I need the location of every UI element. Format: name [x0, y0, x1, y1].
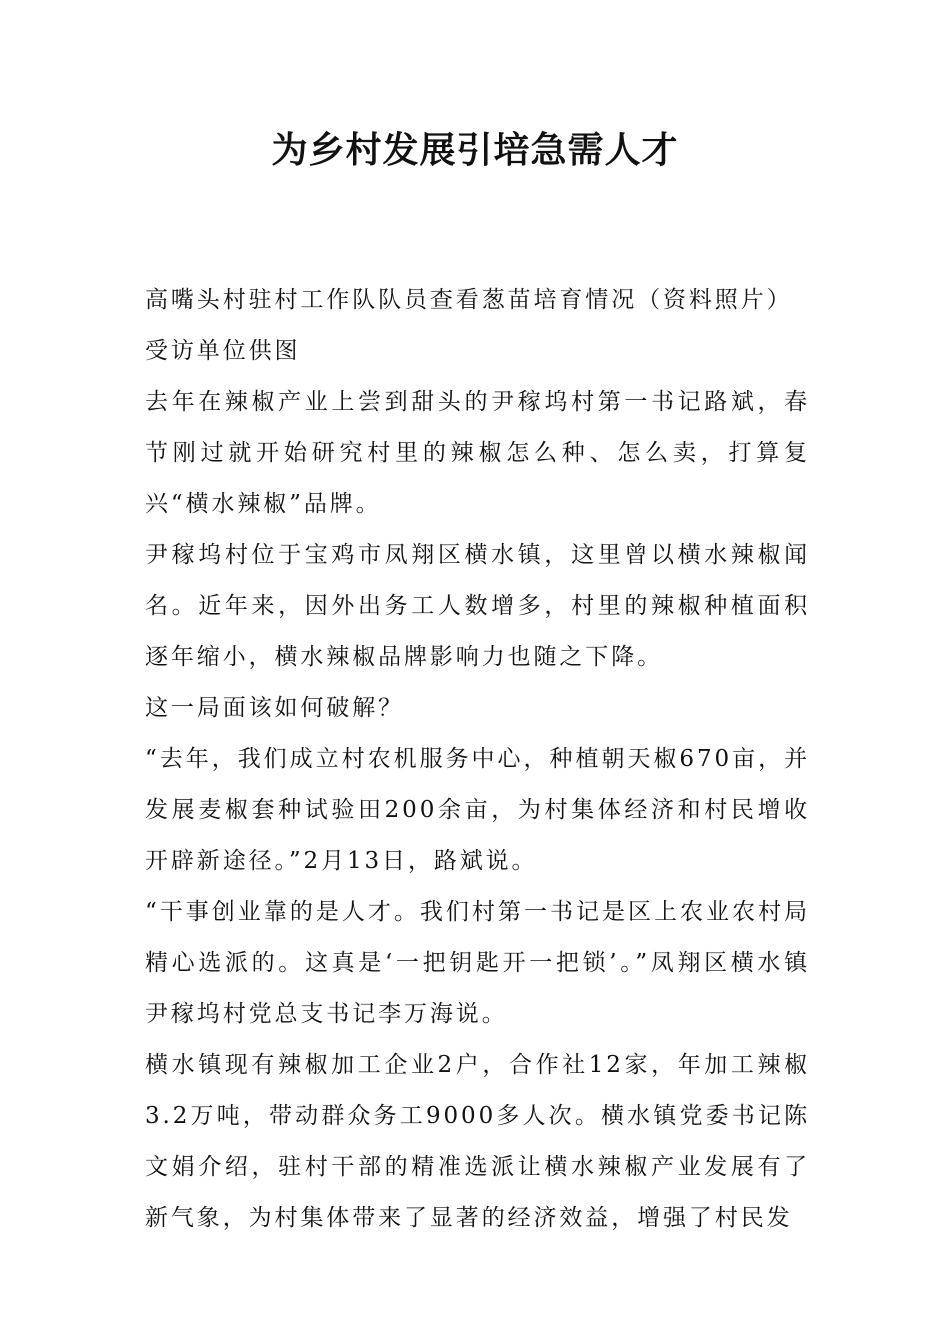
- paragraph-quote-lubin: “去年，我们成立村农机服务中心，种植朝天椒670亩，并发展麦椒套种试验田200余亩，为村集体经济和村民增收开辟新途径。”2月13日，路斌说。: [145, 746, 810, 874]
- photo-credit: 受访单位供图: [145, 338, 301, 364]
- article-title: 为乡村发展引培急需人才: [271, 129, 679, 171]
- paragraph-intro: 去年在辣椒产业上尝到甜头的尹稼坞村第一书记路斌，春节刚过就开始研究村里的辣椒怎么种、怎么卖，打算复兴“横水辣椒”品牌。: [145, 389, 810, 517]
- photo-caption: 高嘴头村驻村工作队队员查看葱苗培育情况（资料照片）: [145, 287, 793, 313]
- paragraph-quote-liwanhai: “干事创业靠的是人才。我们村第一书记是区上农业农村局精心选派的。这真是‘一把钥匙开一把锁’。”凤翔区横水镇尹稼坞村党总支书记李万海说。: [145, 899, 810, 1027]
- paragraph-background: 尹稼坞村位于宝鸡市凤翔区横水镇，这里曾以横水辣椒闻名。近年来，因外出务工人数增多，村里的辣椒种植面积逐年缩小，横水辣椒品牌影响力也随之下降。: [145, 542, 810, 670]
- paragraph-industry: 横水镇现有辣椒加工企业2户，合作社12家，年加工辣椒3.2万吨，带动群众务工9000多人次。横水镇党委书记陈文娟介绍，驻村干部的精准选派让横水辣椒产业发展有了新气象，为村集体带来了显著的经济效益，增强了村民发: [145, 1052, 810, 1231]
- paragraph-question: 这一局面该如何破解？: [145, 695, 404, 721]
- article-body: [145, 275, 810, 1244]
